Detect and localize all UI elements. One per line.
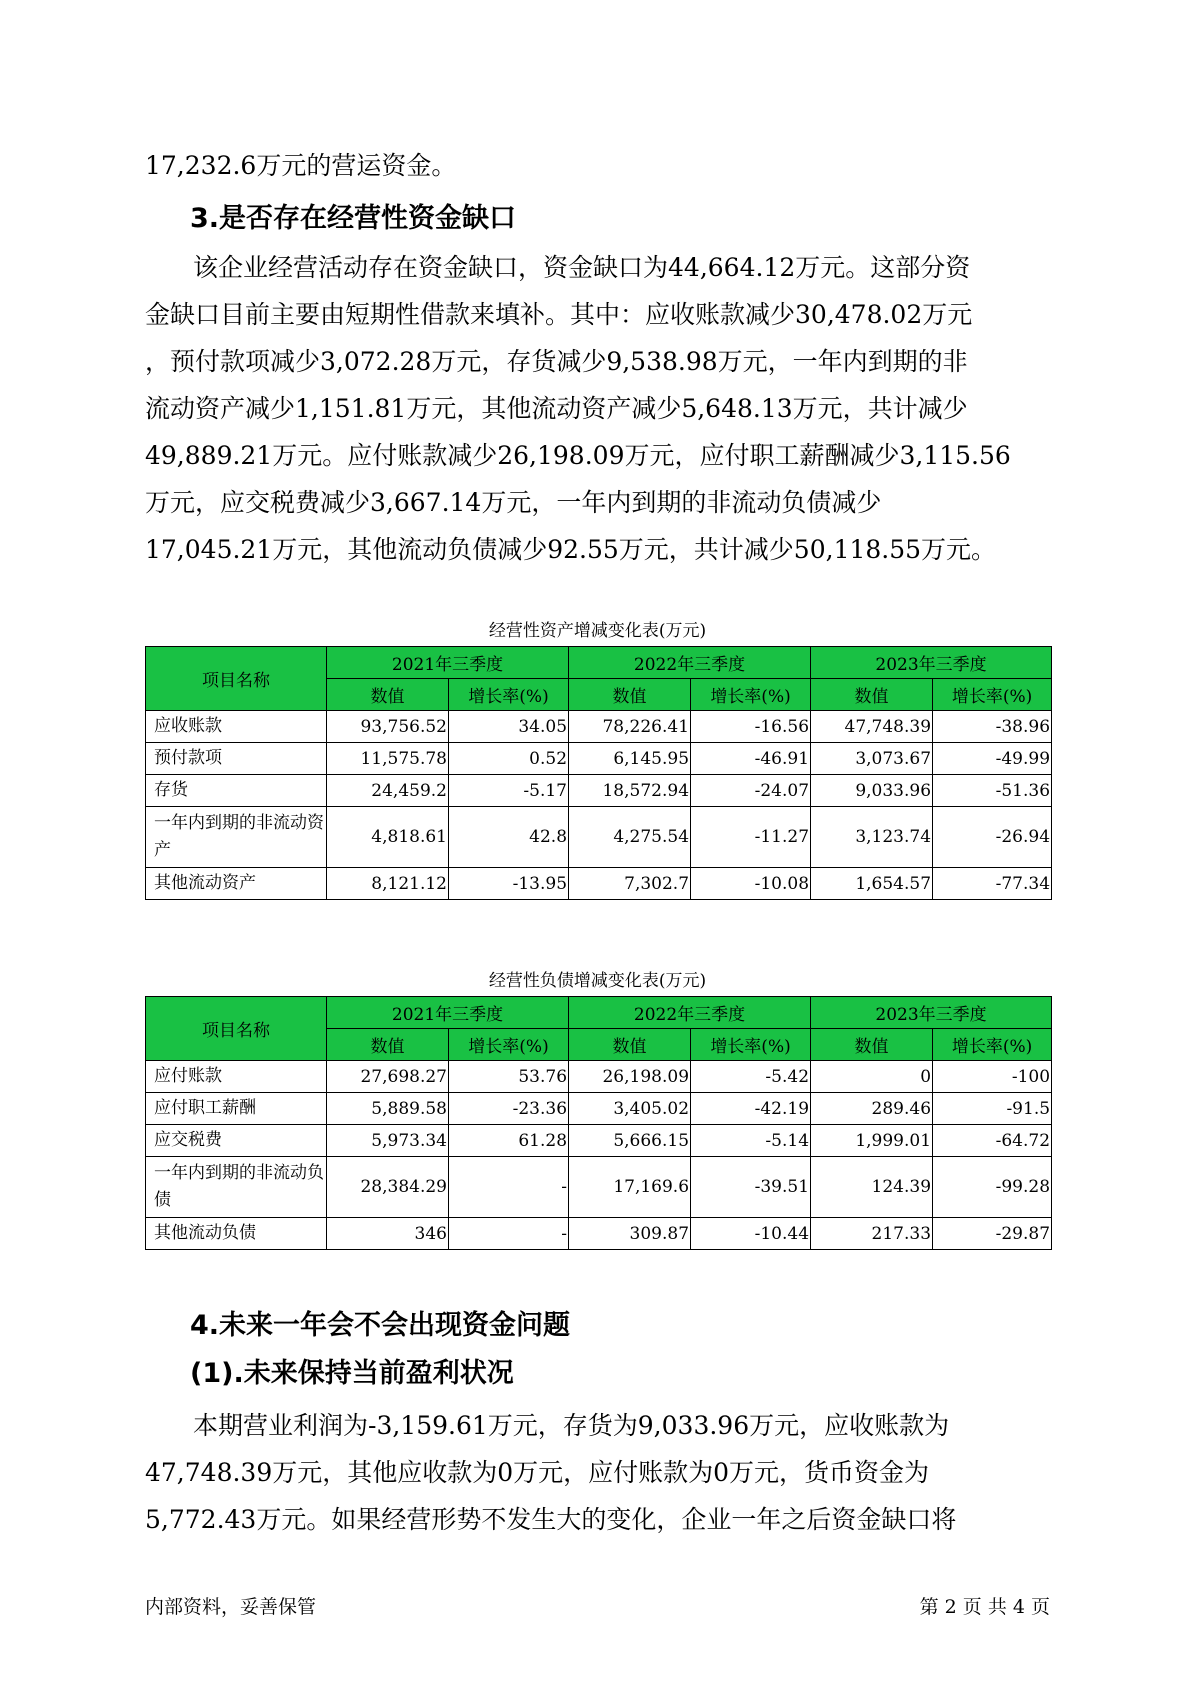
section-4-heading: 4.未来一年会不会出现资金问题 xyxy=(190,1310,571,1341)
row-growth-cell: -10.44 xyxy=(691,1218,811,1250)
row-value-cell: 4,818.61 xyxy=(327,807,449,868)
row-growth-cell: -100 xyxy=(933,1061,1052,1093)
header-growth: 增长率(%) xyxy=(933,679,1052,711)
row-growth-cell: -23.36 xyxy=(449,1093,569,1125)
table-row xyxy=(146,775,1052,807)
row-growth-cell: 34.05 xyxy=(449,711,569,743)
row-growth-cell: -42.19 xyxy=(691,1093,811,1125)
header-period: 2023年三季度 xyxy=(811,647,1052,679)
row-item-name: 应付账款 xyxy=(146,1061,327,1093)
row-value-cell: 93,756.52 xyxy=(327,711,449,743)
row-growth-cell: 42.8 xyxy=(449,807,569,868)
table-row xyxy=(146,868,1052,900)
row-value-cell: 17,169.6 xyxy=(569,1157,691,1218)
row-value-cell: 28,384.29 xyxy=(327,1157,449,1218)
asset-change-table xyxy=(145,646,1052,900)
section-4-paragraph xyxy=(145,1402,1050,1543)
row-growth-cell: -5.42 xyxy=(691,1061,811,1093)
liability-change-table xyxy=(145,996,1052,1250)
row-growth-cell: -64.72 xyxy=(933,1125,1052,1157)
table-row xyxy=(146,1218,1052,1250)
row-growth-cell: -38.96 xyxy=(933,711,1052,743)
row-item-name: 应付职工薪酬 xyxy=(146,1093,327,1125)
row-item-name: 一年内到期的非流动资产 xyxy=(146,807,327,868)
row-value-cell: 5,666.15 xyxy=(569,1125,691,1157)
row-value-cell: 3,405.02 xyxy=(569,1093,691,1125)
paragraph-line: 本期营业利润为-3,159.61万元，存货为9,033.96万元，应收账款为 xyxy=(193,1411,950,1440)
header-period: 2022年三季度 xyxy=(569,647,811,679)
row-growth-cell: -29.87 xyxy=(933,1218,1052,1250)
row-value-cell: 27,698.27 xyxy=(327,1061,449,1093)
header-item-name: 项目名称 xyxy=(146,997,327,1061)
row-value-cell: 5,973.34 xyxy=(327,1125,449,1157)
row-item-name: 存货 xyxy=(146,775,327,807)
header-period: 2021年三季度 xyxy=(327,997,569,1029)
row-growth-cell: 61.28 xyxy=(449,1125,569,1157)
row-value-cell: 9,033.96 xyxy=(811,775,933,807)
asset-table-caption: 经营性资产增减变化表(万元) xyxy=(488,621,707,641)
header-growth: 增长率(%) xyxy=(933,1029,1052,1061)
table-row xyxy=(146,1093,1052,1125)
row-value-cell: 3,073.67 xyxy=(811,743,933,775)
table-row xyxy=(146,743,1052,775)
section-4-subheading: (1).未来保持当前盈利状况 xyxy=(190,1358,514,1389)
footer-confidential-note: 内部资料，妥善保管 xyxy=(145,1596,317,1618)
row-growth-cell: -11.27 xyxy=(691,807,811,868)
row-value-cell: 309.87 xyxy=(569,1218,691,1250)
row-value-cell: 124.39 xyxy=(811,1157,933,1218)
table-row xyxy=(146,711,1052,743)
table-row xyxy=(146,1125,1052,1157)
footer-page-number: 第 2 页 共 4 页 xyxy=(919,1596,1050,1618)
header-item-name: 项目名称 xyxy=(146,647,327,711)
header-value: 数值 xyxy=(811,1029,933,1061)
header-period: 2021年三季度 xyxy=(327,647,569,679)
row-value-cell: 8,121.12 xyxy=(327,868,449,900)
header-value: 数值 xyxy=(569,679,691,711)
row-growth-cell: -99.28 xyxy=(933,1157,1052,1218)
row-growth-cell: -16.56 xyxy=(691,711,811,743)
paragraph-line: 流动资产减少1,151.81万元，其他流动资产减少5,648.13万元，共计减少 xyxy=(145,394,968,423)
paragraph-line: 5,772.43万元。如果经营形势不发生大的变化，企业一年之后资金缺口将 xyxy=(145,1505,957,1534)
row-growth-cell: -26.94 xyxy=(933,807,1052,868)
row-growth-cell: -91.5 xyxy=(933,1093,1052,1125)
paragraph-line: 47,748.39万元，其他应收款为0万元，应付账款为0万元，货币资金为 xyxy=(145,1458,930,1487)
table-row xyxy=(146,1157,1052,1218)
paragraph-line: ，预付款项减少3,072.28万元，存货减少9,538.98万元，一年内到期的非 xyxy=(145,347,968,376)
liability-table-caption: 经营性负债增减变化表(万元) xyxy=(488,971,707,991)
paragraph-line: 金缺口目前主要由短期性借款来填补。其中：应收账款减少30,478.02万元 xyxy=(145,300,973,329)
header-growth: 增长率(%) xyxy=(691,1029,811,1061)
intro-paragraph xyxy=(145,142,1050,189)
row-value-cell: 7,302.7 xyxy=(569,868,691,900)
row-growth-cell: 0.52 xyxy=(449,743,569,775)
row-value-cell: 217.33 xyxy=(811,1218,933,1250)
paragraph-line: 17,045.21万元，其他流动负债减少92.55万元，共计减少50,118.55万元。 xyxy=(145,535,997,564)
header-growth: 增长率(%) xyxy=(691,679,811,711)
row-value-cell: 11,575.78 xyxy=(327,743,449,775)
header-period: 2022年三季度 xyxy=(569,997,811,1029)
row-growth-cell: - xyxy=(449,1218,569,1250)
row-value-cell: 78,226.41 xyxy=(569,711,691,743)
row-growth-cell: 53.76 xyxy=(449,1061,569,1093)
row-value-cell: 24,459.2 xyxy=(327,775,449,807)
header-value: 数值 xyxy=(327,1029,449,1061)
header-period: 2023年三季度 xyxy=(811,997,1052,1029)
row-value-cell: 1,654.57 xyxy=(811,868,933,900)
row-growth-cell: -49.99 xyxy=(933,743,1052,775)
row-item-name: 应交税费 xyxy=(146,1125,327,1157)
row-growth-cell: -46.91 xyxy=(691,743,811,775)
row-value-cell: 1,999.01 xyxy=(811,1125,933,1157)
row-growth-cell: -10.08 xyxy=(691,868,811,900)
row-item-name: 其他流动资产 xyxy=(146,868,327,900)
row-item-name: 其他流动负债 xyxy=(146,1218,327,1250)
row-value-cell: 0 xyxy=(811,1061,933,1093)
paragraph-line: 17,232.6万元的营运资金。 xyxy=(145,151,457,180)
row-growth-cell: -39.51 xyxy=(691,1157,811,1218)
section-3-paragraph xyxy=(145,244,1050,573)
row-value-cell: 4,275.54 xyxy=(569,807,691,868)
paragraph-line: 该企业经营活动存在资金缺口，资金缺口为44,664.12万元。这部分资 xyxy=(193,253,971,282)
row-value-cell: 47,748.39 xyxy=(811,711,933,743)
row-value-cell: 18,572.94 xyxy=(569,775,691,807)
row-growth-cell: -13.95 xyxy=(449,868,569,900)
header-value: 数值 xyxy=(569,1029,691,1061)
paragraph-line: 万元，应交税费减少3,667.14万元，一年内到期的非流动负债减少 xyxy=(145,488,882,517)
row-growth-cell: - xyxy=(449,1157,569,1218)
row-value-cell: 289.46 xyxy=(811,1093,933,1125)
row-value-cell: 26,198.09 xyxy=(569,1061,691,1093)
row-item-name: 应收账款 xyxy=(146,711,327,743)
table-row xyxy=(146,1061,1052,1093)
row-growth-cell: -5.14 xyxy=(691,1125,811,1157)
row-value-cell: 346 xyxy=(327,1218,449,1250)
header-value: 数值 xyxy=(811,679,933,711)
section-3-heading: 3.是否存在经营性资金缺口 xyxy=(190,203,517,234)
paragraph-line: 49,889.21万元。应付账款减少26,198.09万元，应付职工薪酬减少3,115.56 xyxy=(145,441,1011,470)
row-item-name: 预付款项 xyxy=(146,743,327,775)
row-item-name: 一年内到期的非流动负债 xyxy=(146,1157,327,1218)
row-value-cell: 6,145.95 xyxy=(569,743,691,775)
header-growth: 增长率(%) xyxy=(449,679,569,711)
row-growth-cell: -5.17 xyxy=(449,775,569,807)
row-value-cell: 5,889.58 xyxy=(327,1093,449,1125)
row-value-cell: 3,123.74 xyxy=(811,807,933,868)
table-row xyxy=(146,807,1052,868)
row-growth-cell: -77.34 xyxy=(933,868,1052,900)
header-value: 数值 xyxy=(327,679,449,711)
row-growth-cell: -51.36 xyxy=(933,775,1052,807)
row-growth-cell: -24.07 xyxy=(691,775,811,807)
header-growth: 增长率(%) xyxy=(449,1029,569,1061)
